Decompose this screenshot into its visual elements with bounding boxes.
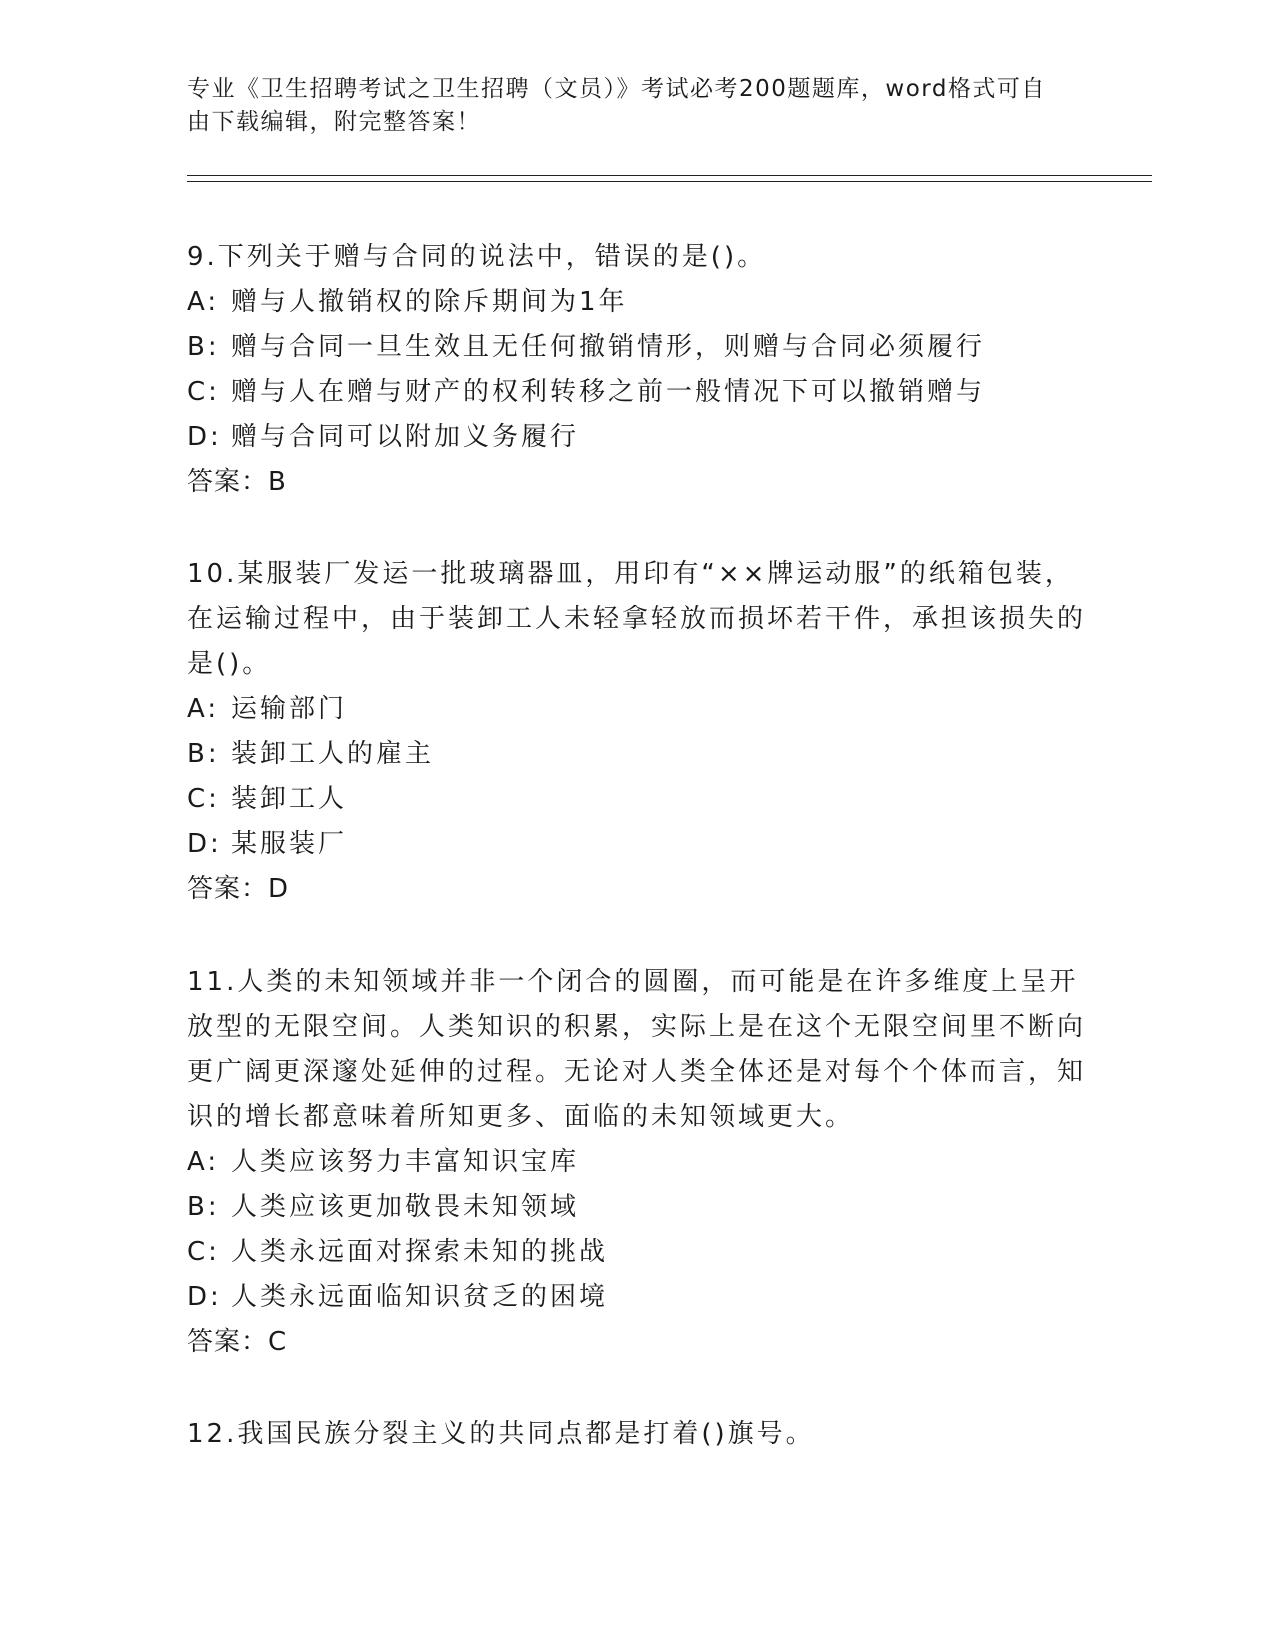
option-text: 赠与合同可以附加义务履行 xyxy=(231,422,580,452)
option-b xyxy=(187,1185,1087,1230)
question-11 xyxy=(187,960,1087,1365)
question-stem: 10.某服装厂发运一批玻璃器皿，用印有“××牌运动服”的纸箱包装，在运输过程中，由于装卸工人未轻拿轻放而损坏若干件，承担该损失的是()。 xyxy=(187,559,1087,679)
option-key: B: xyxy=(187,1192,220,1222)
option-c xyxy=(187,1230,1087,1275)
question-12 xyxy=(187,1412,1087,1457)
option-d xyxy=(187,822,1087,867)
answer-label: 答案：B xyxy=(187,467,287,497)
option-c xyxy=(187,777,1087,822)
option-text: 赠与人撤销权的除斥期间为1年 xyxy=(231,287,628,317)
option-a xyxy=(187,687,1087,732)
option-key: D: xyxy=(187,829,222,859)
option-d xyxy=(187,415,1087,460)
option-text: 装卸工人的雇主 xyxy=(231,739,435,769)
option-key: D: xyxy=(187,1282,222,1312)
option-key: C: xyxy=(187,1237,220,1267)
option-c xyxy=(187,370,1087,415)
option-key: A: xyxy=(187,694,220,724)
question-9 xyxy=(187,235,1087,505)
header-divider-top xyxy=(187,175,1152,176)
answer-label: 答案：D xyxy=(187,874,290,904)
option-b xyxy=(187,325,1087,370)
question-stem: 12.我国民族分裂主义的共同点都是打着()旗号。 xyxy=(187,1419,815,1449)
option-key: B: xyxy=(187,332,220,362)
option-key: C: xyxy=(187,377,220,407)
question-10 xyxy=(187,552,1087,912)
option-a xyxy=(187,1140,1087,1185)
answer-label: 答案：C xyxy=(187,1327,288,1357)
option-a xyxy=(187,280,1087,325)
option-text: 人类应该更加敬畏未知领域 xyxy=(231,1192,580,1222)
option-text: 人类永远面临知识贫乏的困境 xyxy=(231,1282,609,1312)
document-header-description: 专业《卫生招聘考试之卫生招聘（文员）》考试必考200题题库，word格式可自由下载编辑，附完整答案！ xyxy=(187,76,1046,135)
option-key: C: xyxy=(187,784,220,814)
option-key: B: xyxy=(187,739,220,769)
option-text: 人类应该努力丰富知识宝库 xyxy=(231,1147,580,1177)
header-divider-bottom xyxy=(187,181,1152,182)
option-text: 某服装厂 xyxy=(231,829,348,859)
option-key: A: xyxy=(187,1147,220,1177)
option-key: D: xyxy=(187,422,222,452)
option-text: 赠与合同一旦生效且无任何撤销情形，则赠与合同必须履行 xyxy=(231,332,986,362)
option-text: 赠与人在赠与财产的权利转移之前一般情况下可以撤销赠与 xyxy=(231,377,986,407)
option-text: 运输部门 xyxy=(231,694,348,724)
question-stem: 11.人类的未知领域并非一个闭合的圆圈，而可能是在许多维度上呈开放型的无限空间。人类知识的积累，实际上是在这个无限空间里不断向更广阔更深邃处延伸的过程。无论对人类全体还是对每个个体而言，知识的增长都意味着所知更多、面临的未知领域更大。 xyxy=(187,967,1087,1132)
question-stem: 9.下列关于赠与合同的说法中，错误的是()。 xyxy=(187,242,767,272)
option-key: A: xyxy=(187,287,220,317)
option-d xyxy=(187,1275,1087,1320)
option-b xyxy=(187,732,1087,777)
option-text: 人类永远面对探索未知的挑战 xyxy=(231,1237,609,1267)
option-text: 装卸工人 xyxy=(231,784,348,814)
